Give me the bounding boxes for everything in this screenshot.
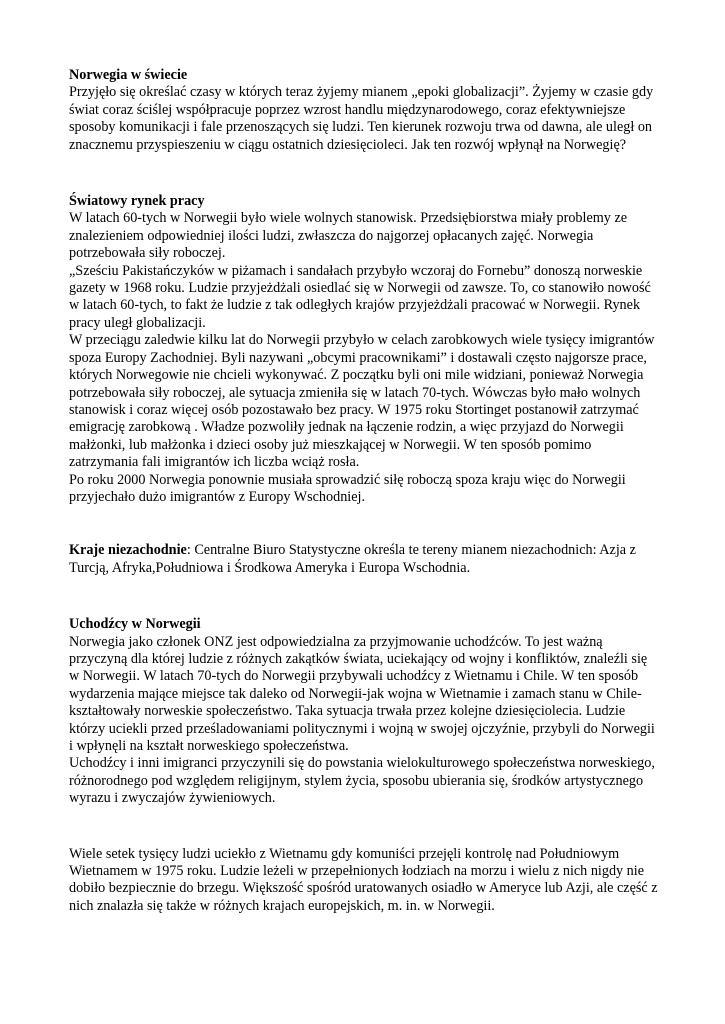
definition-paragraph — [69, 542, 659, 577]
paragraph: Wiele setek tysięcy ludzi uciekło z Wietnamu gdy komuniści przejęli kontrolę nad Południowym Wietnamem w 1975 roku. Ludzie leżeli w przepełnionych łodziach na morzu i wielu z nich nigdy nie dobiło bezpiecznie do brzegu. Większość spośród uratowanych osiadło w Ameryce lub Azji, ale część z nich znalazła się także w różnych krajach europejskich, m. in. w Norwegii. — [69, 845, 658, 914]
spacer — [69, 577, 659, 616]
paragraph: W przeciągu zaledwie kilku lat do Norwegii przybyło w celach zarobkowych wiele tysięcy imigrantów spoza Europy Zachodniej. Byli nazywani „obcymi pracownikami” i dostawali często najgorsze prace, których Norwegowie nie chcieli wykonywać. Z początku byli oni mile widziani, ponieważ Norwegia potrzebowała siły roboczej, ale sytuacja zmieniła się w latach 70-tych. Wówczas było mało wolnych stanowisk i coraz więcej osób pozostawało bez pracy. W 1975 roku Stortinget postanowił zatrzymać emigrację zarobkową . Władze pozwoliły jednak na łączenie rodzin, a więc przyjazd do Norwegii małżonki, lub małżonka i dzieci osoby już mieszkającej w Norwegii. W ten sposób pomimo zatrzymania fali imigrantów ich liczba wciąż rosła. — [69, 332, 655, 471]
document-page — [69, 67, 659, 915]
section-swiatowy-rynek-pracy — [69, 193, 659, 506]
spacer — [69, 808, 659, 846]
paragraph: Uchodźcy i inni imigranci przyczynili się do powstania wielokulturowego społeczeństwa norweskiego, różnorodnego pod względem religijnym, stylem życia, sposobu ubierania się, środków artystycznego wyrazu i zwyczajów żywieniowych. — [69, 755, 655, 807]
paragraph: „Sześciu Pakistańczyków w piżamach i sandałach przybyło wczoraj do Fornebu” donoszą norweskie gazety w 1968 roku. Ludzie przyjeżdżali osiedlać się w Norwegii od zawsze. To, co stanowiło nowość w latach 60-tych, to fakt że ludzie z tak odległych krajów przyjeżdżali pracować w Norwegii. Rynek pracy uległ globalizacji. — [69, 262, 651, 331]
paragraph: Po roku 2000 Norwegia ponownie musiała sprowadzić siłę roboczą spoza kraju więc do Norwegii przyjechało dużo imigrantów z Europy Wschodniej. — [69, 471, 626, 505]
spacer — [69, 154, 659, 193]
definition-text: : Centralne Biuro Statystyczne określa te tereny mianem niezachodnich: Azja z Turcją, Afryka,Południowa i Środkowa Ameryka i Europa Wschodnia. — [69, 542, 636, 576]
paragraph: W latach 60-tych w Norwegii było wiele wolnych stanowisk. Przedsiębiorstwa miały problemy ze znalezieniem odpowiedniej ilości ludzi, zwłaszcza do najgorzej opłacanych zajęć. Norwegia potrzebowała siły roboczej. — [69, 210, 628, 262]
section-uchodzcy-w-norwegii — [69, 616, 659, 807]
section-title: Norwegia w świecie — [69, 67, 188, 83]
paragraph: Norwegia jako członek ONZ jest odpowiedzialna za przyjmowanie uchodźców. To jest ważną przyczyną dla której ludzie z różnych zakątków świata, uciekający od wojny i konfliktów, znaleźli się w Norwegii. W latach 70-tych do Norwegii przybywali uchodźcy z Wietnamu i Chile. W ten sposób wydarzenia mające miejsce tak daleko od Norwegii-jak wojna w Wietnamie i zamach stanu w Chile-kształtowały norweskie społeczeństwo. Taka sytuacja trwała przez kolejne dziesięciolecia. Ludzie którzy uciekli przed prześladowaniami politycznymi i wojną w swojej ojczyźnie, przybyli do Norwegii i wpłynęli na kształt norweskiego społeczeństwa. — [69, 633, 655, 754]
section-title: Uchodźcy w Norwegii — [69, 616, 201, 633]
section-wietnam — [69, 846, 659, 916]
definition-term: Kraje niezachodnie — [69, 542, 187, 559]
section-kraje-niezachodnie — [69, 542, 659, 577]
paragraph: Przyjęło się określać czasy w których teraz żyjemy mianem „epoki globalizacji”. Żyjemy w czasie gdy świat coraz ściślej współpracuje poprzez wzrost handlu międzynarodowego, coraz efektywniejsze sposoby komunikacji i fale przenoszących się ludzi. Ten kierunek rozwoju trwa od dawna, ale uległ on znacznemu przyspieszeniu w ciągu ostatnich dziesięcioleci. Jak ten rozwój wpłynął na Norwegię? — [69, 84, 654, 153]
spacer — [69, 506, 659, 542]
section-norwegia-w-swiecie — [69, 67, 659, 154]
section-title: Światowy rynek pracy — [69, 193, 205, 210]
